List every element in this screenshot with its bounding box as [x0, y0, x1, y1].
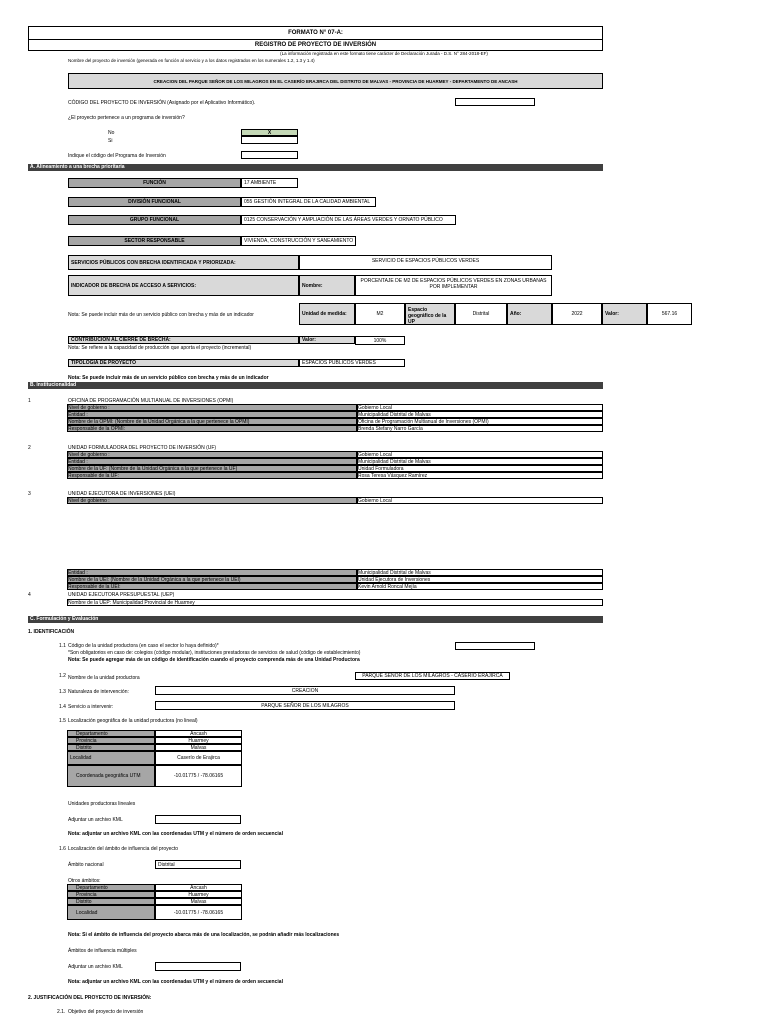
table-row: [67, 411, 357, 418]
table-cell[interactable]: [357, 458, 603, 465]
s15-label: Localización geográfica de la unidad productora (no lineal): [68, 718, 198, 724]
row-value: Huarmey: [188, 738, 209, 744]
table-row: [67, 458, 357, 465]
declaracion-jurada-note: (La información registrada en este formato tiene carácter de Declaración Jurada - D.S. N° 284-2018-EF): [280, 51, 488, 56]
uep-value[interactable]: [67, 599, 603, 606]
division-value[interactable]: 055 GESTIÓN INTEGRAL DE LA CALIDAD AMBIENTAL: [241, 197, 376, 207]
row-value: Malvas: [190, 745, 207, 751]
unit-name-field[interactable]: PARQUE SEÑOR DE LOS MILAGROS - CASERÍO ERAJIRCA: [355, 672, 510, 680]
form-title-box: [28, 26, 603, 51]
row-label: Entidad :: [68, 412, 88, 418]
row-value: -10.01775 / -78.06165: [173, 773, 224, 779]
kml-label: Adjuntar un archivo KML: [68, 817, 123, 823]
row-label: Responsable de la UEI:: [68, 584, 121, 590]
table-row: [67, 425, 357, 432]
table-cell[interactable]: [155, 905, 242, 920]
valor-label: Valor:: [602, 303, 647, 325]
form-number: FORMATO N° 07-A:: [288, 30, 343, 36]
unit-code-input[interactable]: [455, 642, 535, 650]
kml-upload-input-2[interactable]: [155, 962, 241, 971]
table-cell[interactable]: [357, 451, 603, 458]
s12-label: Nombre de la unidad productora: [68, 675, 140, 681]
nota-incluir: Nota: Se puede incluir más de un servicio público con brecha y más de un indicador: [68, 375, 269, 381]
table-row: [67, 905, 155, 920]
table-row: [67, 418, 357, 425]
table-row: [67, 451, 357, 458]
grupo-value[interactable]: 0125 CONSERVACIÓN Y AMPLIACIÓN DE LAS ÁREAS VERDES Y ORNATO PÚBLICO: [241, 215, 456, 225]
row-label: Nombre de la UF: (Nombre de la Unidad Orgánica a la que pertenece la UF): [68, 466, 238, 472]
sector-label: SECTOR RESPONSABLE: [68, 236, 241, 246]
row-label: Provincia: [76, 892, 97, 898]
row-value: Rosa Teresa Vásquez Ramírez: [358, 473, 428, 479]
service-field[interactable]: PARQUE SEÑOR DE LOS MILAGROS: [155, 701, 455, 710]
indicador-text: PORCENTAJE DE M2 DE ESPACIOS PÚBLICOS VERDES EN ZONAS URBANAS POR IMPLEMENTAR: [360, 278, 547, 290]
row-value: Unidad Ejecutora de Inversiones: [358, 577, 431, 583]
servicios-value[interactable]: SERVICIO DE ESPACIOS PÚBLICOS VERDES: [299, 255, 552, 270]
multiples-label: Ámbitos de influencia múltiples: [68, 948, 137, 954]
s13-label: Naturaleza de intervención:: [68, 689, 129, 695]
program-code-label: Indique el código del Programa de Inversión: [68, 153, 166, 159]
project-name-value: CREACION DEL PARQUE SEÑOR DE LOS MILAGROS EN EL CASERÍO ERAJIRCA DEL DISTRITO DE MALVAS - PROVINCIA DE HUARMEY - DEPARTAMENTO DE ANCASH: [153, 79, 518, 84]
table-row: [67, 465, 357, 472]
row-label: Responsable de la OPMI:: [68, 426, 125, 432]
row-label: Responsable de la UF:: [68, 473, 119, 479]
table-row: [67, 765, 155, 787]
table-cell[interactable]: [357, 569, 603, 576]
s21-number: 2.1.: [57, 1009, 66, 1015]
contribucion-valor-label: Valor:: [299, 336, 355, 344]
s11-number: 1.1: [59, 643, 66, 649]
kml-note-2: Nota: adjuntar un archivo KML con las coordenadas UTM y el número de orden secuencial: [68, 979, 283, 985]
unidad-value[interactable]: M2: [355, 303, 405, 325]
table-cell[interactable]: [357, 425, 603, 432]
program-question: ¿El proyecto pertenece a un programa de inversión?: [68, 115, 185, 121]
s14-number: 1.4: [59, 704, 66, 710]
indicador-value[interactable]: [355, 275, 552, 296]
table-row: [67, 569, 357, 576]
grupo-label: GRUPO FUNCIONAL: [68, 215, 241, 225]
option-si-checkbox[interactable]: [241, 136, 298, 144]
contribucion-value[interactable]: 100%: [355, 336, 405, 345]
kml-note: Nota: adjuntar un archivo KML con las coordenadas UTM y el número de orden secuencial: [68, 831, 283, 837]
section-a-header: A. Alineamiento a una brecha prioritaria: [28, 164, 603, 171]
table-cell[interactable]: [155, 744, 242, 751]
row-label: Distrito: [76, 745, 92, 751]
table-cell[interactable]: [357, 472, 603, 479]
anio-value[interactable]: 2022: [552, 303, 602, 325]
uep-number: 4: [28, 592, 31, 598]
table-row: [67, 751, 155, 765]
row-label: Nivel de gobierno :: [68, 452, 110, 458]
row-value: Caserío de Erajirca: [177, 755, 220, 761]
s14-label: Servicio a intervenir:: [68, 704, 114, 710]
uep-title: UNIDAD EJECUTORA PRESUPUESTAL (UEP): [68, 592, 175, 598]
indicador-label: INDICADOR DE BRECHA DE ACCESO A SERVICIOS:: [68, 275, 299, 296]
table-row: [67, 404, 357, 411]
table-row: [67, 884, 155, 891]
row-value: Huarmey: [188, 892, 209, 898]
row-label: Departamento: [76, 731, 108, 737]
table-cell[interactable]: [357, 497, 603, 504]
table-cell[interactable]: [357, 418, 603, 425]
option-no-checkbox[interactable]: [241, 129, 298, 136]
division-label: DIVISIÓN FUNCIONAL: [68, 197, 241, 207]
row-value: Gobierno Local: [358, 498, 392, 504]
section-c-header: C. Formulación y Evaluación: [28, 616, 603, 623]
project-code-input[interactable]: [455, 98, 535, 106]
row-value: Oficina de Programación Multianual de Inversiones (OPMI): [358, 419, 489, 425]
row-value: Municipalidad Distrital de Malvas: [358, 570, 431, 576]
indicador-nombre-label: Nombre:: [299, 275, 355, 296]
table-row: [67, 744, 155, 751]
s21-label: Objetivo del proyecto de inversión: [68, 1009, 144, 1015]
uei-number: 3: [28, 491, 31, 497]
ambito-label: Ámbito nacional: [68, 862, 104, 868]
table-row: [67, 472, 357, 479]
justificacion-title: 2. JUSTIFICACIÓN DEL PROYECTO DE INVERSIÓN:: [28, 995, 152, 1001]
table-cell[interactable]: [357, 404, 603, 411]
nota-servicio: Nota: Se puede incluir más de un servicio público con brecha y más de un indicador: [68, 312, 254, 318]
table-cell[interactable]: [155, 730, 242, 737]
otros-label: Otros ámbitos:: [68, 878, 101, 884]
espacio-label-text: Espacio geográfico de la UP: [408, 307, 447, 325]
lineales-label: Unidades productoras lineales: [68, 801, 136, 807]
table-row: [67, 737, 155, 744]
table-row: [67, 583, 357, 590]
kml-label-2: Adjuntar un archivo KML: [68, 964, 123, 970]
row-value: Kevin Arnold Roncal Mejía: [358, 584, 417, 590]
row-label: Localidad: [76, 910, 98, 916]
row-label: Nombre de la OPMI: (Nombre de la Unidad Orgánica a la que pertenece la OPMI): [68, 419, 250, 425]
table-cell[interactable]: [155, 765, 242, 787]
row-label: Departamento: [76, 885, 108, 891]
table-row: [67, 891, 155, 898]
no-mark: X: [267, 130, 272, 136]
form-title: REGISTRO DE PROYECTO DE INVERSIÓN: [254, 42, 377, 48]
intervention-field[interactable]: CREACION: [155, 686, 455, 695]
table-cell[interactable]: [357, 411, 603, 418]
row-label: Localidad: [70, 755, 92, 761]
project-code-label: CÓDIGO DEL PROYECTO DE INVERSIÓN (Asignado por el Aplicativo Informático).: [68, 100, 256, 106]
table-cell[interactable]: [357, 583, 603, 590]
uep-text: Nombre de la UEP: Municipalidad Provincial de Huarmey: [68, 600, 195, 606]
row-value: Municipalidad Distrital de Malvas: [358, 412, 431, 418]
row-label: Entidad :: [68, 459, 88, 465]
sector-value[interactable]: VIVIENDA, CONSTRUCCIÓN Y SANEAMIENTO: [241, 236, 356, 246]
row-value: -10.01775 / -78.06165: [173, 910, 224, 916]
contribucion-note: Nota: Se refiere a la capacidad de producción que aporta el proyecto (incremental): [68, 345, 252, 351]
s11-note: *Son obligatorios en caso de: colegios (código modular), instituciones prestadoras de servicios de salud (código de establecimiento): [68, 650, 361, 656]
s16-label: Localización del ámbito de influencia del proyecto: [68, 846, 179, 852]
identificacion-title: 1. IDENTIFICACIÓN: [28, 629, 75, 635]
table-cell[interactable]: [155, 751, 242, 765]
row-value: Municipalidad Distrital de Malvas: [358, 459, 431, 465]
s11-label: Código de la unidad productora (en caso el sector lo haya definido)*: [68, 643, 219, 649]
s16-number: 1.6: [59, 846, 66, 852]
table-row: [67, 730, 155, 737]
table-row: [67, 576, 357, 583]
otros-note: Nota: Si el ámbito de influencia del proyecto abarca más de una localización, se podrán añadir más localizaciones: [68, 932, 340, 938]
s13-number: 1.3: [59, 689, 66, 695]
row-label: Provincia: [76, 738, 97, 744]
row-label: Distrito: [76, 899, 92, 905]
table-cell[interactable]: [357, 465, 603, 472]
row-label: Nombre de la UEI: (Nombre de la Unidad Orgánica a la que pertenece la UEI): [68, 577, 241, 583]
row-value: Ancash: [190, 731, 207, 737]
uf-title: UNIDAD FORMULADORA DEL PROYECTO DE INVERSIÓN (UF): [68, 445, 217, 451]
opmi-number: 1: [28, 398, 31, 404]
table-cell[interactable]: [357, 576, 603, 583]
uf-number: 2: [28, 445, 31, 451]
program-code-input[interactable]: [241, 151, 298, 159]
funcion-value[interactable]: 17 AMBIENTE: [241, 178, 298, 188]
section-b-header: B. Institucionalidad: [28, 382, 603, 389]
row-value: Gobierno Local: [358, 452, 392, 458]
servicios-label: SERVICIOS PÚBLICOS CON BRECHA IDENTIFICADA Y PRIORIZADA:: [68, 255, 299, 270]
row-label: Entidad :: [68, 570, 88, 576]
opmi-title: OFICINA DE PROGRAMACIÓN MULTIANUAL DE INVERSIONES (OPMI): [68, 398, 234, 404]
table-cell[interactable]: [155, 884, 242, 891]
table-cell[interactable]: [155, 891, 242, 898]
table-row: [67, 497, 357, 504]
valor-value[interactable]: 567.16: [647, 303, 692, 325]
ambito-field[interactable]: Distrital: [155, 860, 241, 869]
row-value: Malvas: [190, 899, 207, 905]
project-name-field[interactable]: [68, 73, 603, 89]
option-no-label: No: [108, 130, 115, 136]
espacio-value[interactable]: Distrital: [455, 303, 507, 325]
row-value: Brenda Stefany Narro García: [358, 426, 423, 432]
unidad-label: Unidad de medida:: [299, 303, 355, 325]
kml-upload-input[interactable]: [155, 815, 241, 824]
option-si-label: Si: [108, 138, 113, 144]
row-value: Unidad Formuladora: [358, 466, 404, 472]
funcion-label: FUNCIÓN: [68, 178, 241, 188]
table-cell[interactable]: [155, 737, 242, 744]
s12-number: 1.2: [59, 673, 66, 679]
row-label: Nivel de gobierno :: [68, 498, 110, 504]
anio-label: Año:: [507, 303, 552, 325]
uei-title: UNIDAD EJECUTORA DE INVERSIONES (UEI): [68, 491, 176, 497]
tipologia-label: TIPOLOGÍA DE PROYECTO: [68, 359, 299, 367]
espacio-label: [405, 303, 455, 325]
row-value: Ancash: [190, 885, 207, 891]
project-name-label: Nombre del proyecto de inversión (generada en función al servicio y a los datos registrados en los numerales 1.2, 1.3 y 1.4): [68, 58, 315, 63]
table-cell[interactable]: [155, 898, 242, 905]
table-row: [67, 898, 155, 905]
row-value: Gobierno Local: [358, 405, 392, 411]
contribucion-label: CONTRIBUCIÓN AL CIERRE DE BRECHA:: [68, 336, 299, 344]
s11-note-bold: Nota: Se puede agregar más de un código de identificación cuando el proyecto comprenda más de una Unidad Productora: [68, 657, 360, 663]
tipologia-value[interactable]: ESPACIOS PÚBLICOS VERDES: [299, 359, 405, 367]
row-label: Nivel de gobierno :: [68, 405, 110, 411]
s15-number: 1.5: [59, 718, 66, 724]
row-label: Coordenada geográfica UTM: [76, 773, 141, 779]
